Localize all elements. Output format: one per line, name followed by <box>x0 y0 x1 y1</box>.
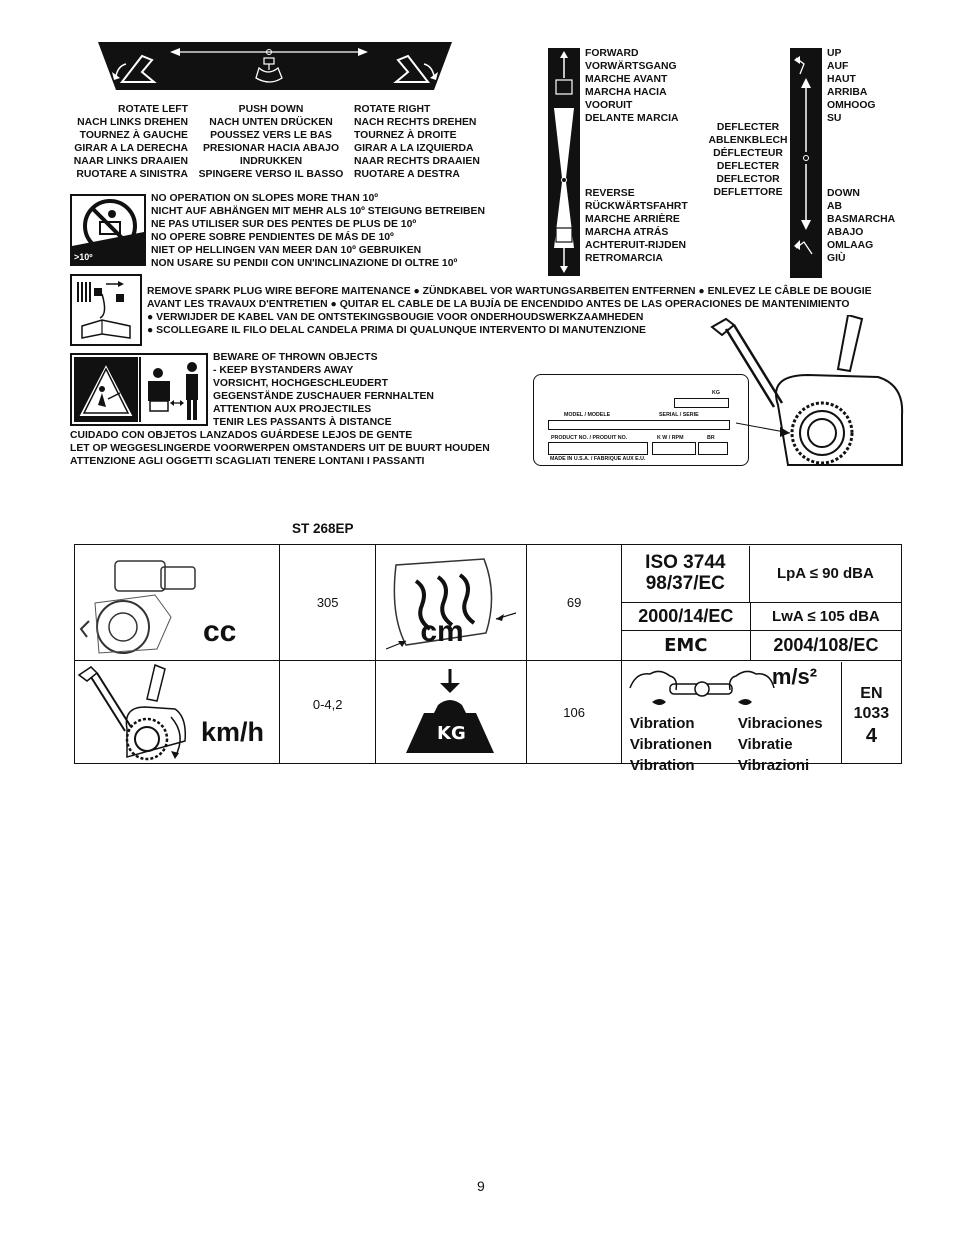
text-line: RUOTARE A DESTRA <box>354 169 460 180</box>
text-line: VORWÄRTSGANG <box>585 61 677 72</box>
vibration-value: 4 <box>865 724 877 747</box>
thrown-objects-warning-icon <box>70 353 208 426</box>
vibration-word: Vibratie <box>737 735 793 753</box>
text-line: NAAR RECHTS DRAAIEN <box>354 156 480 167</box>
serial-label: SERIAL / SERIE <box>659 412 699 418</box>
slope-warning-text <box>151 192 485 270</box>
text-line: CUIDADO CON OBJETOS LANZADOS GUÁRDESE LEJOS DE GENTE <box>70 430 413 441</box>
weight-icon-cell <box>376 661 527 764</box>
text-line: TOURNEZ À DROITE <box>354 130 457 141</box>
text-line: LET OP WEGGESLINGERDE VOORWERPEN OMSTANDERS UIT DE BUURT HOUDEN <box>70 443 490 454</box>
deflector-rotation-decal <box>96 42 454 92</box>
slope-warning-icon <box>70 194 146 266</box>
spec-row-2 <box>75 661 902 764</box>
text-line: RUOTARE A SINISTRA <box>76 169 188 180</box>
noise-directive: 2000/14/EC <box>622 603 751 630</box>
emc-label: EMC <box>622 631 751 660</box>
text-line: NO OPERE SOBRE PENDIENTES DE MÁS DE 10º <box>151 232 394 243</box>
page-number: 9 <box>477 1178 485 1194</box>
en-number: 1033 <box>853 704 890 722</box>
snowblower-location-drawing <box>708 315 904 475</box>
text-line: MARCHA ATRÁS <box>585 227 669 238</box>
vibration-words <box>630 713 840 776</box>
model-serial-field <box>548 420 730 430</box>
text-line: OMHOOG <box>827 100 876 111</box>
vibration-unit: m/s² <box>771 663 818 689</box>
text-line: GEGENSTÄNDE ZUSCHAUER FERNHALTEN <box>213 391 434 402</box>
engine-icon <box>75 545 279 660</box>
text-line: TOURNEZ À GAUCHE <box>79 130 188 141</box>
drive-control-decal <box>548 48 580 276</box>
vibration-block <box>622 662 842 774</box>
text-line: DÉFLECTEUR <box>713 148 783 159</box>
deflector-rotation-icon <box>96 42 454 92</box>
vibration-cell <box>621 661 901 774</box>
text-line: NACH UNTEN DRÜCKEN <box>209 117 333 128</box>
standards-cell <box>621 545 901 661</box>
lpa-value: LpA ≤ 90 dBA <box>776 564 874 582</box>
vibration-words-row <box>630 755 840 776</box>
text-line: NE PAS UTILISER SUR DES PENTES DE PLUS DE 10º <box>151 219 417 230</box>
emc-row <box>622 631 901 660</box>
text-line: AVANT LES TRAVAUX D'ENTRETIEN ● QUITAR EL CABLE DE LA BUJÍA DE ENCENDIDO ANTES DE LAS OPERACIONES DE MANTENIMIENTO <box>147 299 850 310</box>
en-block <box>842 662 901 763</box>
text-line: OMLAAG <box>827 240 874 251</box>
lwa-value: LwA ≤ 105 dBA <box>772 607 880 625</box>
weight-value: 106 <box>527 661 621 764</box>
speed-value: 0-4,2 <box>280 661 376 764</box>
speed-icon-cell <box>75 661 280 764</box>
text-line: DELANTE MARCIA <box>585 113 679 124</box>
text-line: VOORUIT <box>585 100 633 111</box>
deflector-up-down-icon <box>790 48 822 278</box>
text-line: REMOVE SPARK PLUG WIRE BEFORE MAITENANCE ● ZÜNDKABEL VOR WARTUNGSARBEITEN ENTFERNEN ● ENLEVEZ LE CÂBLE DE BOUGIE <box>147 286 872 297</box>
text-line: DEFLECTOR <box>716 174 780 185</box>
text-line: DEFLECTER <box>716 161 780 172</box>
vibration-words-row <box>630 713 840 734</box>
thrown-objects-text-full <box>70 429 490 468</box>
br-label: BR <box>707 435 715 441</box>
text-line: ● VERWIJDER DE KABEL VAN DE ONTSTEKINGSBOUGIE VOOR ONDERHOUDSWERKZAAMHEDEN <box>147 312 644 323</box>
kw-rpm-field <box>652 442 696 455</box>
width-icon-cell <box>376 545 527 661</box>
width-value: 69 <box>527 545 621 661</box>
deflector-control-decal <box>790 48 822 278</box>
text-line: NICHT AUF ABHÄNGEN MIT MEHR ALS 10º STEIGUNG BETREIBEN <box>151 206 485 217</box>
forward-text <box>585 47 679 125</box>
snowblower-icon <box>708 315 904 475</box>
text-line: ARRIBA <box>827 87 868 98</box>
vibration-word: Vibraciones <box>737 714 823 732</box>
text-line: ● SCOLLEGARE IL FILO DELAL CANDELA PRIMA DI QUALUNQUE INTERVENTO DI MANUTENZIONE <box>147 325 646 336</box>
text-line: TENIR LES PASSANTS À DISTANCE <box>213 417 392 428</box>
text-line: BASMARCHA <box>827 214 896 225</box>
text-line: NON USARE SU PENDII CON UN'INCLINAZIONE DI OLTRE 10º <box>151 258 458 269</box>
text-line: RÜCKWÄRTSFAHRT <box>585 201 688 212</box>
text-line: RETROMARCIA <box>585 253 663 264</box>
drive-direction-icon <box>548 48 580 276</box>
rotate-right-text <box>354 103 480 181</box>
iso-standard: ISO 3744 <box>645 551 726 573</box>
vibration-word: Vibration <box>629 714 695 732</box>
vibration-row <box>622 662 901 774</box>
push-down-text <box>192 103 350 181</box>
slope-badge: >10º <box>74 252 93 262</box>
text-line: PUSH DOWN <box>238 104 304 115</box>
text-line: MARCHE ARRIÈRE <box>585 214 680 225</box>
model-name: ST 268EP <box>292 521 354 536</box>
spec-row-1 <box>75 545 902 661</box>
text-line: ABAJO <box>827 227 864 238</box>
iso-directive: 98/37/EC <box>645 572 725 594</box>
text-line: GIÙ <box>827 253 846 264</box>
text-line: SPINGERE VERSO IL BASSO <box>198 169 344 180</box>
text-line: NAAR LINKS DRAAIEN <box>73 156 188 167</box>
text-line: HAUT <box>827 74 856 85</box>
text-line: DEFLECTER <box>716 122 780 133</box>
product-no-label: PRODUCT NO. / PRODUIT NO. <box>551 435 628 441</box>
text-line: ATTENTION AUX PROJECTILES <box>213 404 372 415</box>
text-line: ROTATE LEFT <box>117 104 188 115</box>
text-line: NO OPERATION ON SLOPES MORE THAN 10º <box>151 193 379 204</box>
text-line: BEWARE OF THROWN OBJECTS <box>213 352 378 363</box>
text-line: ROTATE RIGHT <box>354 104 431 115</box>
thrown-objects-text-right <box>213 351 434 429</box>
text-line: NIET OP HELLINGEN VAN MEER DAN 10º GEBRUIKEN <box>151 245 422 256</box>
text-line: NACH LINKS DREHEN <box>77 117 188 128</box>
reverse-text <box>585 187 688 265</box>
hand-vibration-icon <box>626 664 776 712</box>
model-label: MODEL / MODELE <box>564 412 611 418</box>
vibration-word: Vibrationen <box>629 735 713 753</box>
made-in-label: MADE IN U.S.A. / FABRIQUE AUX E.U. <box>550 456 646 462</box>
engine-icon-cell <box>75 545 280 661</box>
text-line: FORWARD <box>585 48 639 59</box>
text-line: GIRAR A LA DERECHA <box>74 143 188 154</box>
text-line: PRESIONAR HACIA ABAJO <box>202 143 340 154</box>
text-line: NACH RECHTS DREHEN <box>354 117 477 128</box>
text-line: MARCHE AVANT <box>585 74 668 85</box>
engine-unit: cc <box>203 615 237 648</box>
text-line: UP <box>827 48 842 59</box>
text-line: ATTENZIONE AGLI OGGETTI SCAGLIATI TENERE LONTANI I PASSANTI <box>70 456 425 467</box>
vibration-word: Vibration <box>629 756 695 774</box>
rotate-left-text <box>40 103 188 181</box>
deflector-label-text <box>700 121 796 199</box>
text-line: ABLENKBLECH <box>708 135 788 146</box>
product-no-field <box>548 442 648 455</box>
vibration-word: Vibrazioni <box>737 756 810 774</box>
text-line: SU <box>827 113 842 124</box>
kw-rpm-label: K W / RPM <box>657 435 684 441</box>
text-line: POUSSEZ VERS LE BAS <box>210 130 332 141</box>
iso-block <box>622 546 750 602</box>
text-line: DOWN <box>827 188 860 199</box>
text-line: DEFLETTORE <box>713 187 783 198</box>
noise-row <box>622 603 901 631</box>
text-line: ACHTERUIT-RIJDEN <box>585 240 687 251</box>
spec-table <box>74 544 902 774</box>
down-text <box>827 187 895 265</box>
text-line: VORSICHT, HOCHGESCHLEUDERT <box>213 378 388 389</box>
iso-row <box>622 546 901 603</box>
speed-unit: km/h <box>201 717 265 747</box>
text-line: MARCHA HACIA <box>585 87 667 98</box>
vibration-words-row <box>630 734 840 755</box>
text-line: INDRUKKEN <box>239 156 303 167</box>
text-line: AUF <box>827 61 849 72</box>
text-line: - KEEP BYSTANDERS AWAY <box>213 365 354 376</box>
spark-plug-warning-icon <box>70 274 142 346</box>
text-line: REVERSE <box>585 188 635 199</box>
width-unit: cm <box>420 615 464 648</box>
text-line: GIRAR A LA IZQUIERDA <box>354 143 474 154</box>
up-text <box>827 47 876 125</box>
kg-label: KG <box>712 390 720 396</box>
text-line: AB <box>827 201 843 212</box>
weight-unit: KG <box>437 723 466 744</box>
en-label: EN <box>860 684 883 702</box>
emc-directive: 2004/108/EC <box>773 634 879 655</box>
weight-icon <box>376 661 526 763</box>
engine-value: 305 <box>280 545 376 661</box>
